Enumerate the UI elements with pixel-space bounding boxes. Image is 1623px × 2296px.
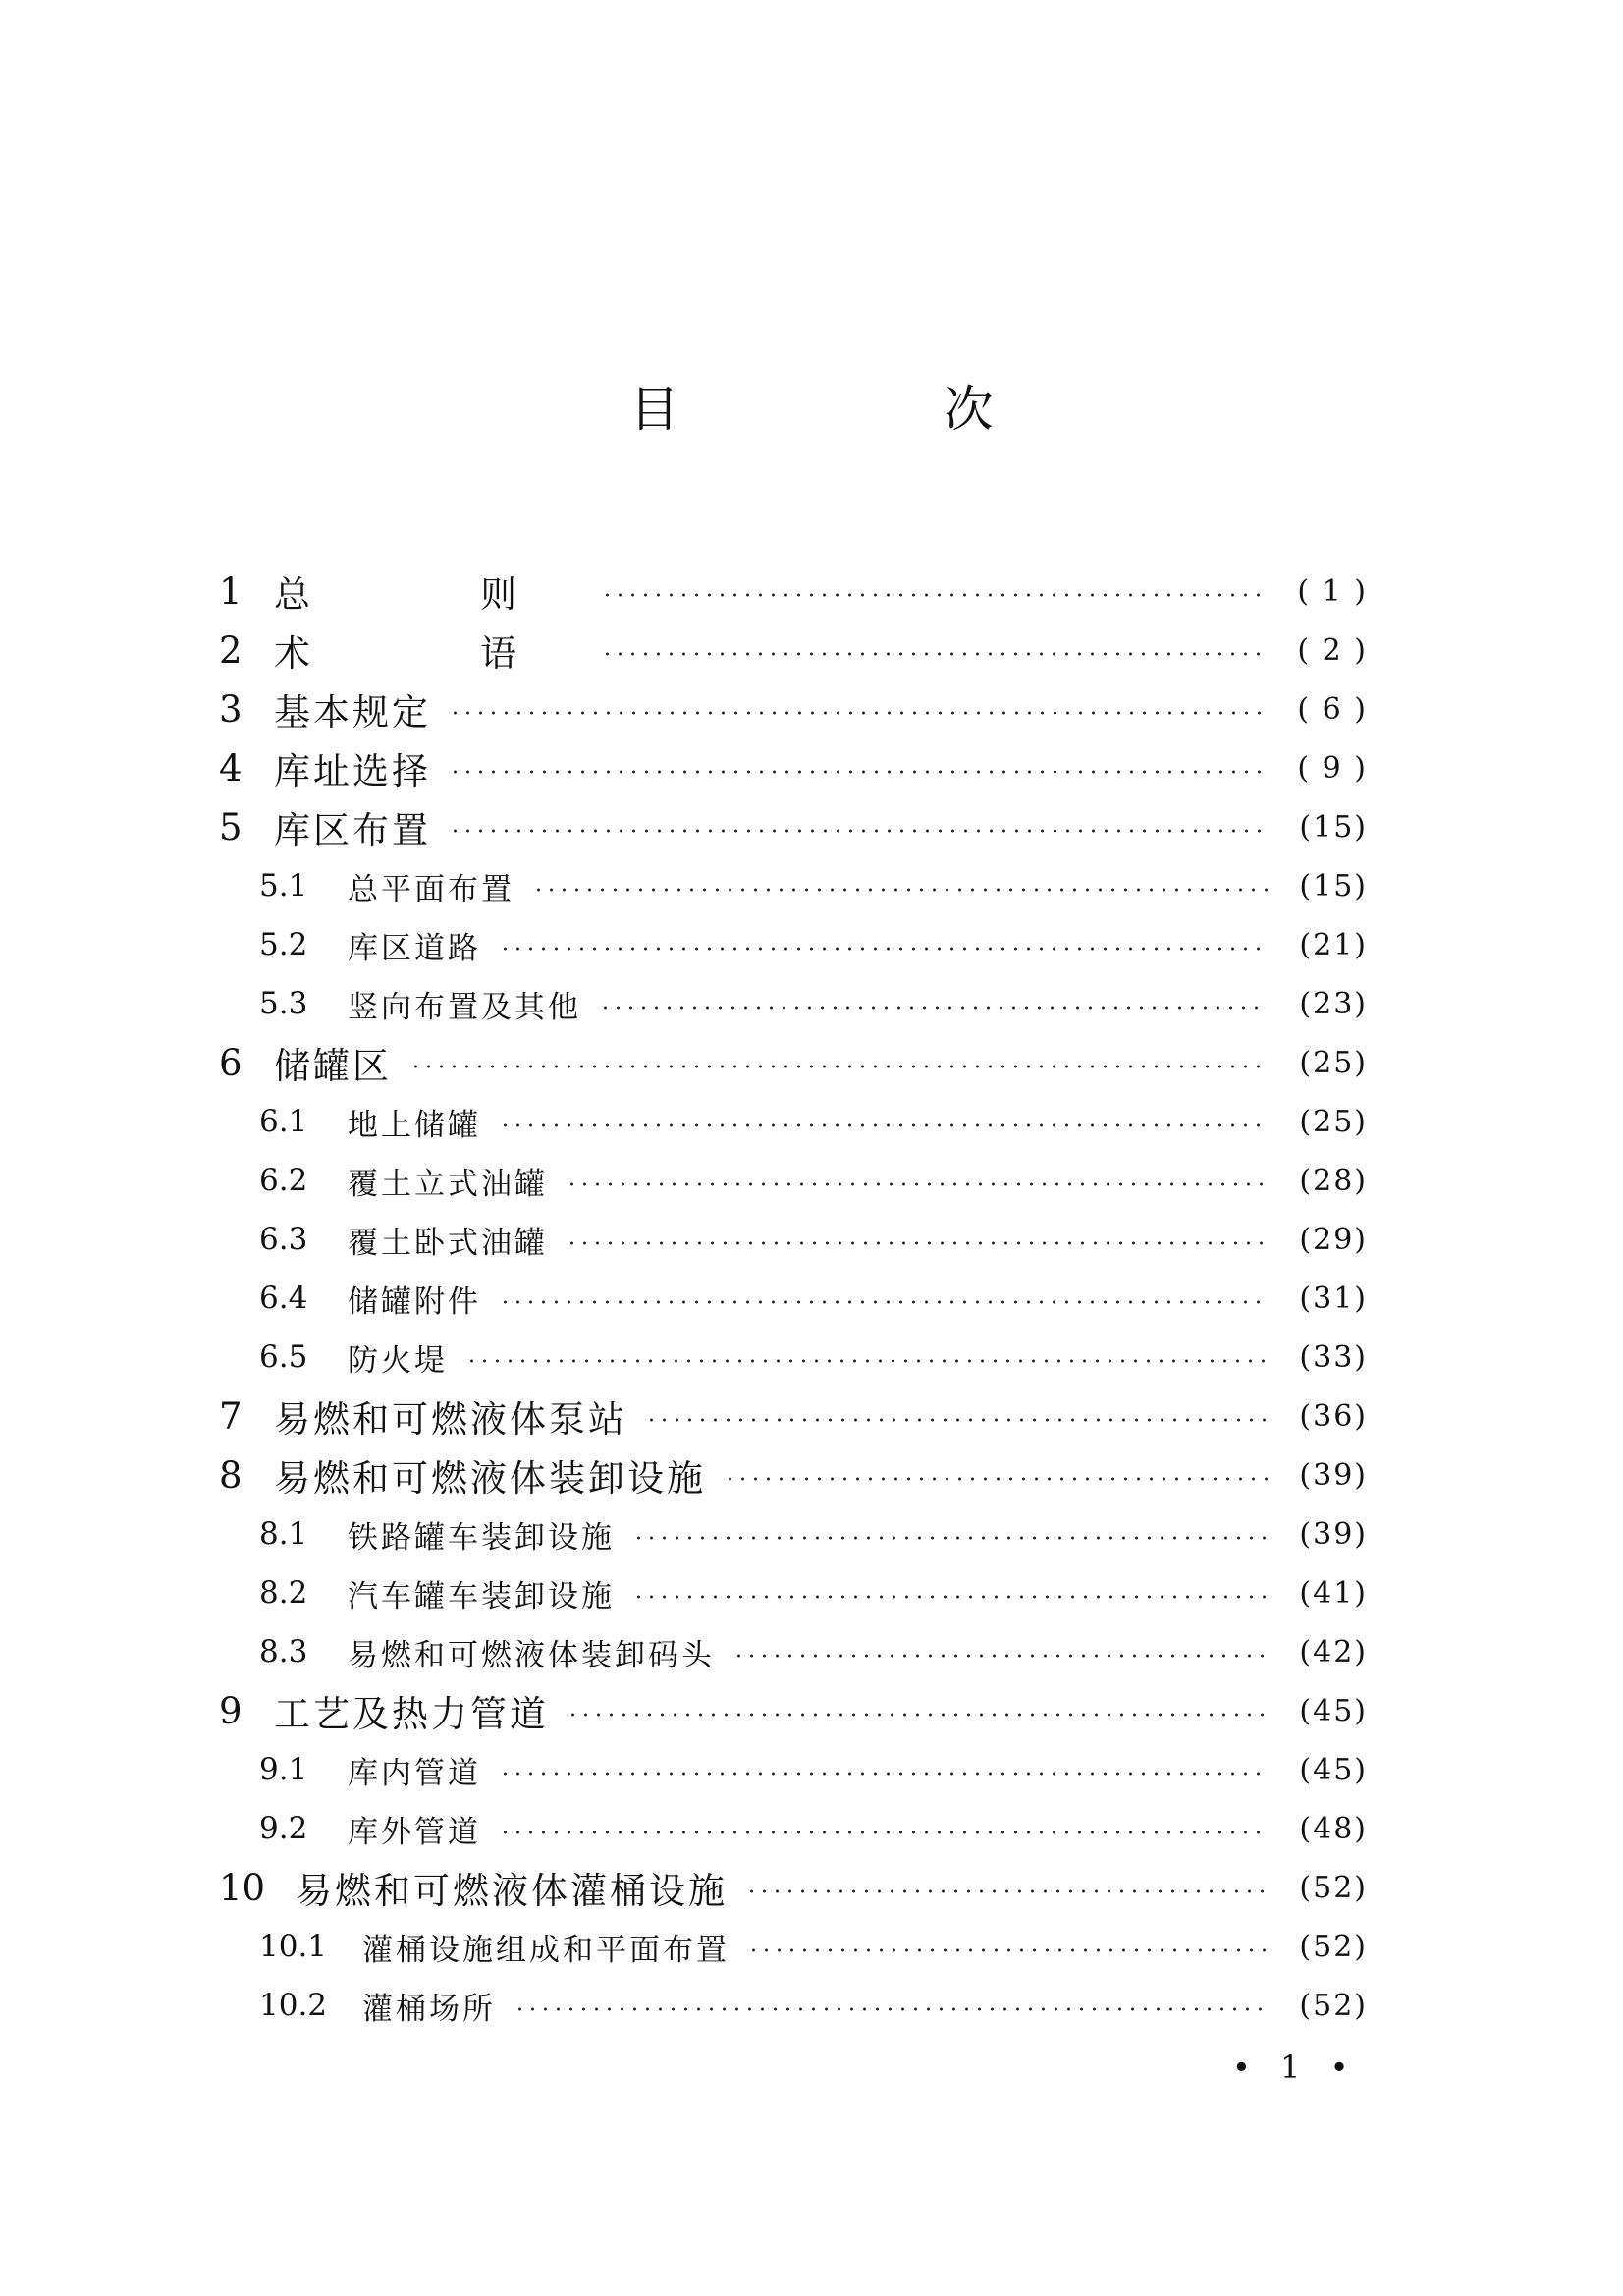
toc-section-entry[interactable] [219,1328,1368,1387]
dot-leader [499,947,1268,951]
dot-leader [499,1300,1268,1304]
dot-leader [449,770,1268,774]
dot-leader [449,829,1268,833]
toc-section-entry[interactable] [219,1151,1368,1210]
toc-entry-title: 储罐区 [274,1045,392,1087]
dot-leader [632,1536,1268,1540]
dot-leader [632,1595,1268,1599]
toc-entry-page: ( 1 ) [1297,574,1368,609]
toc-entry-number: 7 [219,1394,243,1438]
toc-entry-title: 库内管道 [348,1755,481,1791]
toc-chapter-entry[interactable] [219,562,1368,621]
toc-entry-number: 10.1 [259,1929,328,1964]
toc-entry-title: 易燃和可燃液体灌桶设施 [296,1870,728,1912]
toc-entry-page: ( 6 ) [1297,691,1368,727]
toc-entry-number: 5.3 [259,986,308,1021]
toc-entry-title: 覆土立式油罐 [348,1166,548,1202]
dot-leader [645,1418,1268,1422]
toc-entry-number: 3 [219,687,243,731]
toc-entry-number: 5 [219,805,243,848]
toc-entry-page: (41) [1299,1575,1368,1611]
toc-chapter-entry[interactable] [219,1858,1368,1917]
dot-leader [745,1889,1268,1893]
toc-section-entry[interactable] [219,1269,1368,1328]
toc-entry-title: 总平面布置 [348,871,514,907]
toc-entry-title: 工艺及热力管道 [274,1693,549,1735]
toc-entry-number: 5.2 [259,927,308,962]
toc-chapter-entry[interactable] [219,680,1368,738]
toc-entry-page: (39) [1299,1516,1368,1552]
toc-entry-title: 易燃和可燃液体装卸码头 [348,1637,715,1673]
toc-entry-page: (42) [1299,1634,1368,1669]
toc-section-entry[interactable] [219,856,1368,915]
toc-entry-page: ( 9 ) [1297,750,1368,786]
toc-entry-title: 术 语 [274,632,583,675]
toc-entry-title: 库址选择 [274,750,431,793]
toc-entry-page: (48) [1299,1811,1368,1846]
toc-chapter-entry[interactable] [219,1681,1368,1740]
toc-entry-page: (36) [1299,1398,1368,1434]
dot-leader [599,1006,1268,1010]
toc-entry-page: (39) [1299,1457,1368,1493]
dot-leader [566,1182,1268,1186]
toc-entry-number: 10.2 [259,1988,328,2023]
toc-entry-page: (52) [1299,1929,1368,1964]
toc-section-entry[interactable] [219,1622,1368,1681]
page-title: 目 次 [629,381,1102,438]
toc-entry-page: (25) [1299,1045,1368,1080]
dot-leader [499,1831,1268,1834]
page-number: • 1 • [1232,2049,1359,2086]
toc-entry-page: (15) [1299,868,1368,903]
toc-entry-number: 6.4 [259,1281,308,1316]
toc-section-entry[interactable] [219,1917,1368,1976]
dot-leader [724,1477,1268,1481]
toc-entry-number: 9 [219,1689,243,1732]
toc-entry-number: 4 [219,746,243,790]
toc-entry-title: 防火堤 [348,1342,448,1379]
dot-leader [409,1065,1268,1068]
toc-entry-page: (28) [1299,1163,1368,1198]
toc-entry-title: 库外管道 [348,1814,481,1850]
toc-section-entry[interactable] [219,1799,1368,1858]
toc-chapter-entry[interactable] [219,1446,1368,1504]
dot-leader [514,2007,1268,2011]
toc-entry-title: 库区布置 [274,809,431,851]
toc-section-entry[interactable] [219,1563,1368,1622]
toc-section-entry[interactable] [219,974,1368,1033]
toc-entry-page: (45) [1299,1752,1368,1787]
toc-entry-number: 6.1 [259,1104,308,1139]
toc-entry-page: (45) [1299,1693,1368,1728]
toc-chapter-entry[interactable] [219,1387,1368,1446]
dot-leader [465,1359,1268,1363]
toc-entry-number: 6.3 [259,1222,308,1257]
toc-entry-page: (25) [1299,1104,1368,1139]
toc-entry-number: 8 [219,1453,243,1497]
toc-chapter-entry[interactable] [219,738,1368,797]
toc-entry-number: 10 [219,1866,266,1909]
dot-leader [566,1241,1268,1245]
toc-entry-page: ( 2 ) [1297,632,1368,668]
toc-entry-number: 9.2 [259,1811,308,1846]
toc-chapter-entry[interactable] [219,797,1368,856]
toc-entry-title: 灌桶设施组成和平面布置 [362,1932,730,1968]
toc-section-entry[interactable] [219,1976,1368,2035]
toc-entry-title: 灌桶场所 [362,1991,496,2027]
toc-entry-title: 储罐附件 [348,1284,481,1320]
dot-leader [449,711,1268,715]
toc-entry-page: (33) [1299,1339,1368,1375]
toc-entry-page: (15) [1299,809,1368,845]
toc-entry-number: 9.1 [259,1752,308,1787]
toc-entry-number: 5.1 [259,868,308,903]
toc-entry-page: (52) [1299,1988,1368,2023]
toc-section-entry[interactable] [219,1504,1368,1563]
toc-entry-title: 覆土卧式油罐 [348,1225,548,1261]
toc-entry-title: 铁路罐车装卸设施 [348,1519,615,1556]
toc-entry-title: 易燃和可燃液体装卸设施 [274,1457,706,1500]
toc-entry-number: 6 [219,1041,243,1084]
toc-entry-page: (52) [1299,1870,1368,1905]
dot-leader [532,888,1268,892]
toc-entry-page: (21) [1299,927,1368,962]
toc-entry-title: 汽车罐车装卸设施 [348,1578,615,1614]
toc-section-entry[interactable] [219,1740,1368,1799]
toc-entry-title: 基本规定 [274,691,431,734]
dot-leader [601,593,1268,597]
toc-entry-number: 6.5 [259,1339,308,1375]
toc-entry-number: 2 [219,629,243,672]
toc-section-entry[interactable] [219,915,1368,974]
toc-section-entry[interactable] [219,1092,1368,1151]
toc-entry-page: (23) [1299,986,1368,1021]
toc-entry-number: 8.1 [259,1516,308,1552]
dot-leader [499,1772,1268,1776]
table-of-contents [219,562,1368,2035]
toc-entry-number: 1 [219,570,243,613]
toc-entry-title: 易燃和可燃液体泵站 [274,1398,627,1441]
toc-entry-number: 6.2 [259,1163,308,1198]
toc-entry-title: 库区道路 [348,930,481,966]
toc-entry-title: 总 则 [274,574,583,616]
toc-chapter-entry[interactable] [219,1033,1368,1092]
toc-entry-number: 8.2 [259,1575,308,1611]
dot-leader [601,652,1268,656]
toc-entry-number: 8.3 [259,1634,308,1669]
dot-leader [732,1654,1268,1658]
toc-entry-page: (29) [1299,1222,1368,1257]
toc-section-entry[interactable] [219,1210,1368,1269]
toc-entry-title: 地上储罐 [348,1107,481,1143]
toc-chapter-entry[interactable] [219,621,1368,680]
toc-entry-title: 竖向布置及其他 [348,989,581,1025]
dot-leader [567,1713,1268,1717]
toc-entry-page: (31) [1299,1281,1368,1316]
dot-leader [499,1123,1268,1127]
dot-leader [747,1948,1268,1952]
